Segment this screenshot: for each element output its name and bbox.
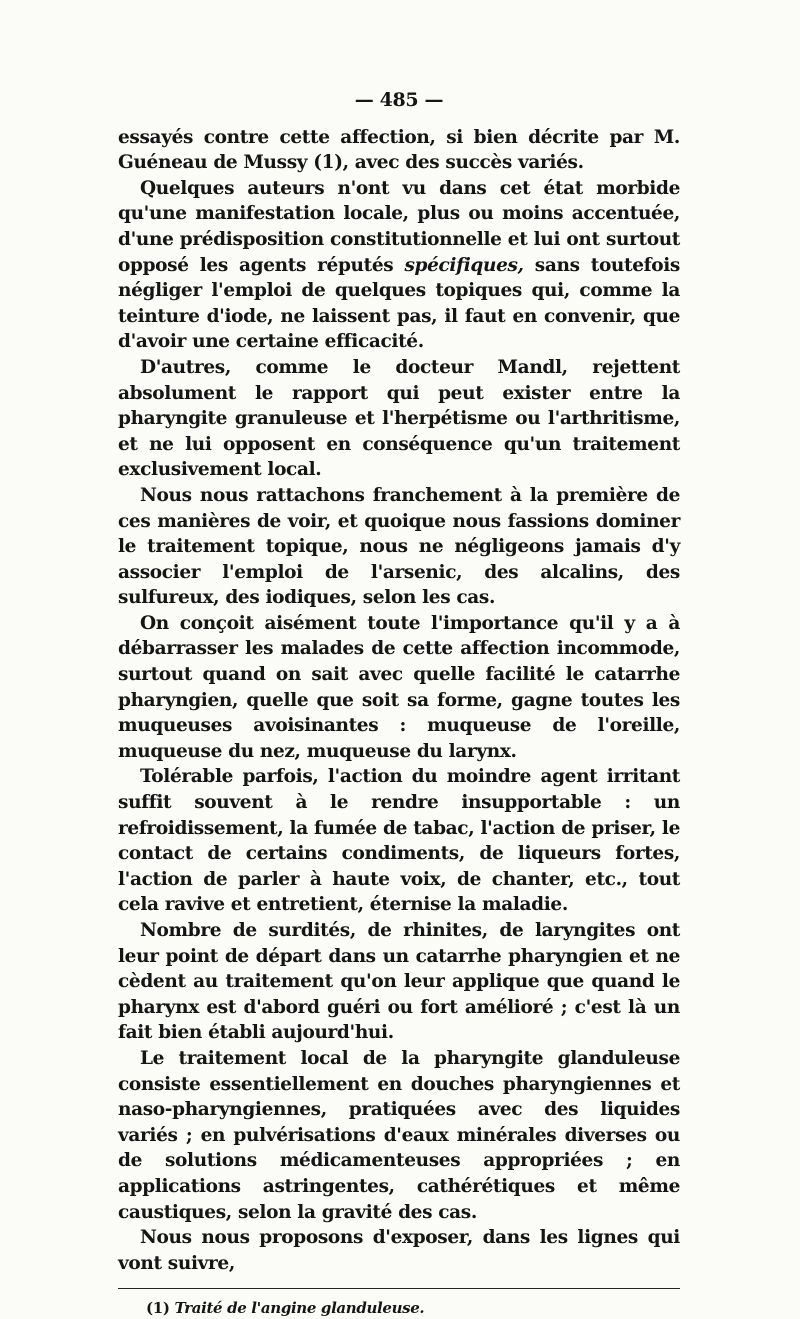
paragraph-text-before: Quelques auteurs n'ont vu dans cet état morbide qu'une manifestation locale, plus ou moins accentuée, d'une prédisposition constitutionnelle et lui ont surtout opposé les agents réputés <box>118 177 680 276</box>
paragraph-mandl: D'autres, comme le docteur Mandl, rejettent absolument le rapport qui peut exister entre la pharyngite granuleuse et l'herpétisme ou l'arthritisme, et ne lui opposent en conséquence qu'un traitement exclusivement local. <box>118 356 680 481</box>
paragraph-surdites: Nombre de surdités, de rhinites, de laryngites ont leur point de départ dans un catarrhe pharyngien et ne cèdent au traitement qu'on leur applique que quand le pharynx est d'abord guéri ou fort amélioré ; c'est là un fait bien établi aujourd'hui. <box>118 920 680 1044</box>
paragraph-traitement-local: Le traitement local de la pharyngite glanduleuse consiste essentiellement en douches pharyngiennes et naso-pharyngiennes, pratiquées avec des liquides variés ; en pulvérisations d'eaux minérales diverses ou de solutions médicamenteuses appropriées ; en applications astringentes, cathérétiques et même caustiques, selon la gravité des cas. <box>118 1047 680 1223</box>
paragraph-importance: On conçoit aisément toute l'importance qu'il y a à débarrasser les malades de cette affection incommode, surtout quand on sait avec quelle facilité le catarrhe pharyngien, quelle que soit sa forme, gagne toutes les muqueuses avoisinantes : muqueuse de l'oreille, muqueuse du nez, muqueuse du larynx. <box>118 612 680 762</box>
book-page <box>118 88 680 1319</box>
paragraph-local-manifestation <box>118 176 680 355</box>
paragraph-first-view: Nous nous rattachons franchement à la première de ces manières de voir, et quoique nous fassions dominer le traitement topique, nous ne négligeons jamais d'y associer l'emploi de l'arsenic, des alcalins, des sulfureux, des iodiques, selon les cas. <box>118 484 680 609</box>
paragraph-text-after: sans toutefois négliger l'emploi de quelques topiques qui, comme la teinture d'iode, ne laissent pas, il faut en convenir, que d'avoir une certaine efficacité. <box>118 254 680 353</box>
page-number: — 485 — <box>354 89 444 111</box>
paragraph-tolerable: Tolérable parfois, l'action du moindre agent irritant suffit souvent à le rendre insupportable : un refroidissement, la fumée de tabac, l'action de priser, le contact de certains condiments, de liqueurs fortes, l'action de parler à haute voix, de chanter, etc., tout cela ravive et entretient, éternise la maladie. <box>118 766 680 916</box>
footnote <box>118 1297 680 1319</box>
paragraph-proposons: Nous nous proposons d'exposer, dans les lignes qui vont suivre, <box>118 1227 680 1274</box>
footnote-title: Traité de l'angine glanduleuse. <box>174 1299 425 1318</box>
footnote-divider <box>118 1288 680 1289</box>
emphasis-specifiques: spécifiques, <box>404 254 524 276</box>
paragraph-continuation: essayés contre cette affection, si bien décrite par M. Guéneau de Mussy (1), avec des succès variés. <box>118 126 680 174</box>
footnote-marker: (1) <box>146 1299 170 1318</box>
